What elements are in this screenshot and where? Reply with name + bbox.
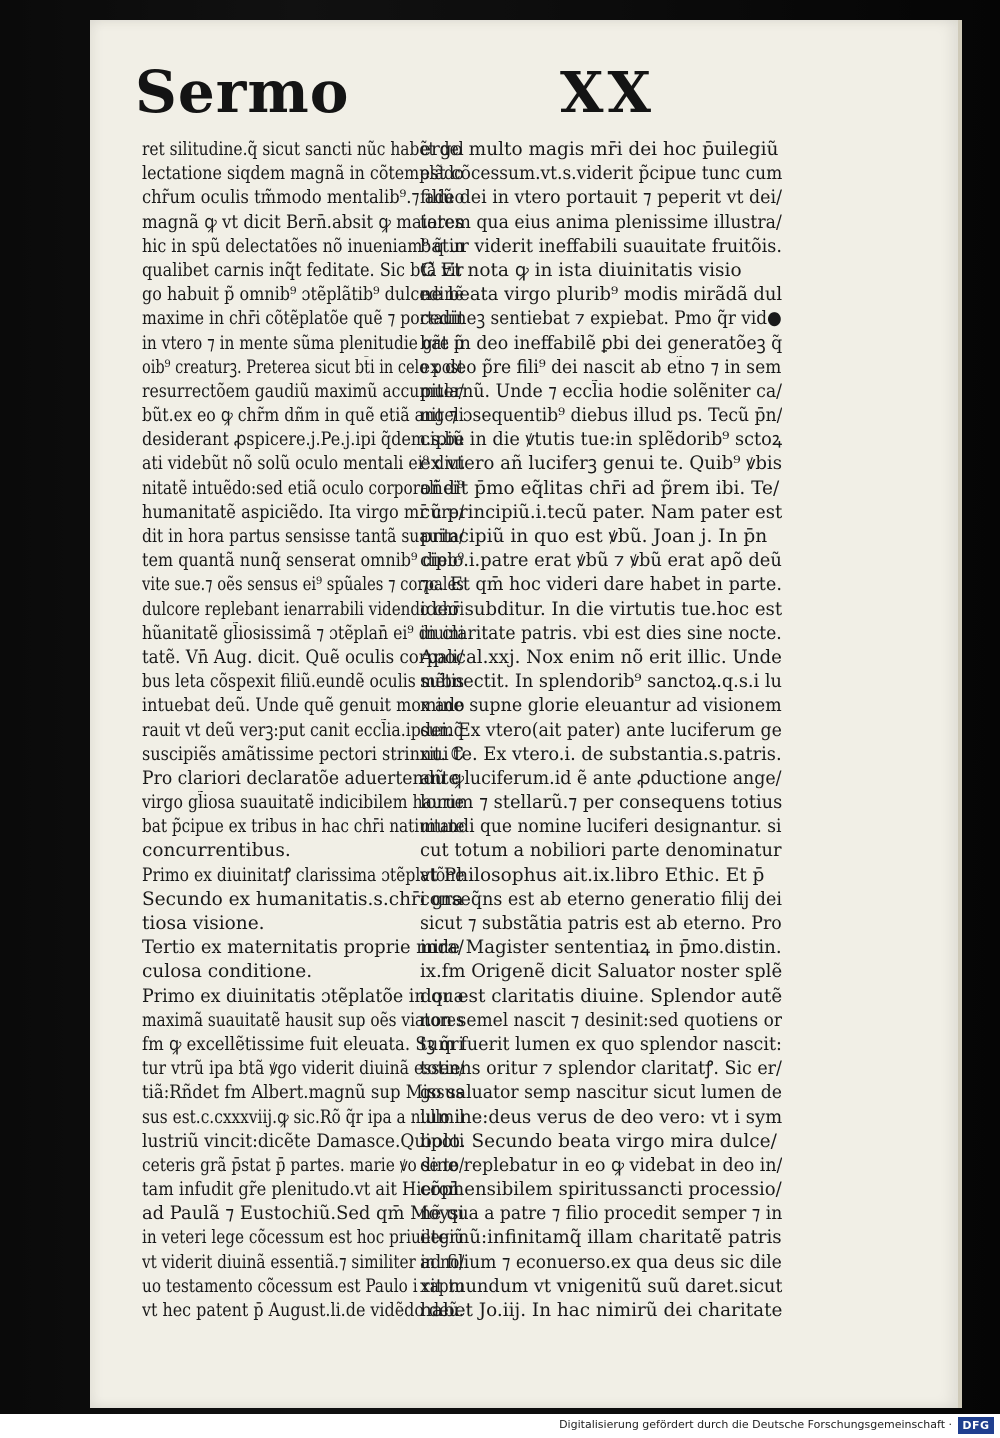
text-line: Primo ex diuinitatꝭ clarissima ɔtẽplatõne [142, 864, 465, 886]
text-line: vite sue.⁊ oẽs sensus ei⁹ spũales ⁊ corpales [142, 574, 464, 596]
text-line: fm ꝙ excellẽtissime fuit eleuata. Sꝫ q̃ri [142, 1033, 464, 1055]
text-line: in vtero ⁊ in mente sũma plenitudie gr̃e p̃ [142, 332, 464, 354]
text-line: vt hec patent p̄ August.li.de vidẽdo deũ. [142, 1300, 464, 1321]
text-line: ex vtero añ luciferꝫ genui te. Quib⁹ ꝟbis [420, 453, 782, 475]
text-line: mine supne glorie eleuantur ad visionem [420, 695, 782, 717]
footer-bar [0, 1414, 1000, 1438]
running-head-number: XX [560, 60, 655, 126]
text-line: culosa conditione. [142, 961, 313, 983]
text-line: vt viderit diuinã essentiã.⁊ similiter in no/ [142, 1251, 465, 1273]
text-line: piternũ. Unde ⁊ eccl̃ia hodie solẽniter ca/ [420, 380, 783, 402]
text-line: chr̃um oculis tm̃modo mentalib⁹.⁊ adeo [142, 187, 464, 209]
text-line: in veteri lege cõcessum est hoc priuilegiũ [142, 1227, 465, 1249]
text-line: totiens oritur ⁊ splendor claritatꝭ. Sic er/ [420, 1058, 782, 1080]
text-line: Primo ex diuinitatis ɔtẽplatõe in qua [142, 985, 464, 1007]
text-line: cipiũ in die ꝟtutis tue:in splẽdorib⁹ sctoꝝ [420, 429, 783, 451]
text-line: go habuit p̃ omnib⁹ ɔtẽplãtib⁹ dulcedinẽ [142, 284, 464, 306]
text-line: Secundo ex humanitatis.s.chr̄i gra [142, 888, 464, 910]
text-line: cũ principiũ.i.tecũ pater. Nam pater est [420, 501, 783, 523]
text-line: bũt.ex eo ꝙ chr̃m dñm in quẽ etiã angeli [142, 405, 464, 427]
text-line: bolo. Secundo beata virgo mira dulce/ [420, 1130, 777, 1152]
text-line: tiosa visione. [142, 913, 265, 934]
text-line: dor est claritatis diuine. Splendor autẽ [420, 985, 782, 1007]
text-line: bat in deo ineffabilẽ ꝑbi dei generatõeꝫ q̃ [420, 332, 782, 354]
text-line: non semel nascit ⁊ desinit:sed quotiens or [420, 1009, 782, 1031]
text-line: bus leta cõspexit filiũ.eundẽ oculis mẽtis [142, 671, 464, 693]
text-line: xit mundum vt vnigenitũ suũ daret.sicut [420, 1275, 783, 1297]
text-line: vt Philosophus ait.ix.libro Ethic. Et p̄ [420, 864, 765, 886]
text-line: ⁊c. Et qm̄ hoc videri dare habet in parte. [420, 574, 782, 596]
text-line: lumine:deus verus de deo vero: vt i sym [420, 1106, 783, 1128]
text-line: cut totum a nobiliori parte denominatur [420, 840, 782, 862]
text-line: dit in hora partus sensisse tantã suauita/ [142, 526, 465, 547]
text-line: sicut ⁊ substãtia patris est ab eterno. Pro [420, 913, 782, 934]
text-line: est cõcessum.vt.s.viderit p̃cipue tunc cum [420, 163, 782, 185]
text-line: tem quantã nunq̃ senserat omnib⁹ dieb⁹ [142, 550, 465, 572]
text-line: inde Magister sententiaꝝ in p̄mo.distin. [420, 937, 782, 959]
text-line: dei. Ex vtero(ait pater) ante luciferum ge [420, 719, 782, 741]
text-line: bat p̃cipue ex tribus in hac chr̄i natiuitate [142, 816, 465, 838]
text-line: ret silitudine.q̃ sicut sancti nũc habẽt del [142, 139, 464, 160]
text-line: tur vtrũ ipa btã ꝟgo viderit diuinã essen/ [142, 1058, 465, 1080]
text-line: cõphensibilem spiritussancti processio/ [420, 1179, 782, 1201]
text-line: tatem qua eius anima plenissime illustra/ [420, 211, 782, 233]
text-line: humanitatẽ aspiciẽdo. Ita virgo mr̄ cre/ [142, 501, 464, 523]
text-line: suscipiẽs amãtissime pectori strinxit. ℂ [142, 743, 464, 765]
text-line: ex deo p̃re fili⁹ dei nascit ab et̃no ⁊ in sem [420, 356, 782, 378]
text-line: resurrectõem gaudiũ maximũ accumula/ [142, 380, 464, 402]
text-line: go saluator semp nascitur sicut lumen de [420, 1082, 782, 1104]
text-line: habet Jo.iij. In hac nimirũ dei charitate [420, 1300, 783, 1321]
text-line: nitatẽ intuẽdo:sed etiã oculo corporali ei⁹ [142, 477, 464, 499]
text-line: filiũ dei in vtero portauit ⁊ peperit vt dei/ [420, 187, 782, 209]
text-line: ad Paulã ⁊ Eustochiũ.Sed qm̄ Moysi [142, 1203, 465, 1225]
text-line: tiã:Rñdet fm Albert.magnũ sup Missus [142, 1082, 464, 1104]
text-line: rauit vt deũ verꝫ:put canit eccl̃ia.ipsumq̃ [142, 719, 464, 741]
text-line: maximã suauitatẽ hausit sup oẽs viatores [142, 1009, 464, 1031]
text-line: tam infudit gr̃e plenitudo.vt ait Hieron̄. [142, 1179, 465, 1201]
text-line: hũanitatẽ gl̃iosissimã ⁊ ɔtẽplan̄ ei⁹ diuini [142, 622, 465, 644]
text-line: ℂ Et nota ꝙ in ista diuinitatis visio [420, 259, 742, 281]
text-line: lustriũ vincit:dicẽte Damasce.Quipoti [142, 1130, 465, 1152]
text-line: nẽ qua a patre ⁊ filio procedit semper ⁊ in [420, 1203, 783, 1225]
text-line: subnectit. In splendorib⁹ sanctoꝝ.q.s.i lu [420, 671, 782, 693]
text-line: Apocal.xxj. Nox enim nõ erit illic. Unde [420, 646, 782, 668]
text-line: uo testamento cõcessum est Paulo i raptu [142, 1275, 465, 1297]
text-line: lorum ⁊ stellarũ.⁊ per consequens totius [420, 792, 782, 814]
text-line: maxime in chr̄i cõtẽplatõe quẽ ⁊ portauit [142, 308, 464, 330]
text-line: desiderant ꝓspicere.j.Pe.j.ipi q̃dem.s.be [142, 429, 465, 451]
page-edge [958, 20, 962, 1408]
text-line: sus est.c.cxxxviij.ꝙ sic.Rõ q̃r ipa a nullo il [142, 1106, 464, 1128]
text-line: ceteris grã p̄stat p̄ partes. marie ꝟo se to/ [142, 1154, 464, 1176]
text-line: dine replebatur in eo ꝙ videbat in deo in/ [420, 1154, 783, 1176]
text-line: tatẽ. Vn̄ Aug. dicit. Quẽ oculis corpali/ [142, 646, 464, 668]
text-line: dulcore replebant ienarrabili videndo chr̄i [142, 598, 464, 620]
text-line: ad filium ⁊ econuerso.ex qua deus sic dile [420, 1251, 782, 1273]
left-text-column [142, 138, 464, 1323]
text-line: oñdit p̄mo eq̃litas chr̄i ad p̃rem ibi. Te/ [420, 477, 780, 499]
text-line: cipio.i.patre erat ꝟbũ ⁊ ꝟbũ erat apõ deũ [420, 550, 782, 572]
text-line: tum fuerit lumen ex quo splendor nascit: [420, 1033, 782, 1055]
text-line: conseq̃ns est ab eterno generatio filij dei [420, 888, 782, 910]
text-line: cedineꝫ sentiebat ⁊ expiebat. Pmo q̃r vid● [420, 308, 782, 330]
text-line: Tertio ex maternitatis proprie mira/ [142, 937, 464, 959]
text-line: in claritate patris. vbi est dies sine nocte. [420, 622, 782, 644]
text-line: ati videbũt nõ solũ oculo mentali ei⁹ diui [142, 453, 465, 475]
text-line: concurrentibus. [142, 840, 291, 862]
book-page [90, 20, 960, 1408]
funding-credit: Digitalisierung gefördert durch die Deutsche Forschungsgemeinschaft · [559, 1418, 952, 1431]
running-head-title: Sermo [135, 58, 350, 126]
text-line: eternũ:infinitamq̃ illam charitatẽ patris [420, 1227, 782, 1249]
dfg-logo: DFG [958, 1417, 994, 1434]
text-line: mundi que nomine luciferi designantur. si [420, 816, 782, 838]
text-line: nui te. Ex vtero.i. de substantia.s.patris. [420, 743, 782, 765]
text-line: ix.fm Origenẽ dicit Saluator noster splẽ [420, 961, 783, 983]
text-line: ne beata virgo plurib⁹ modis mirãdã dul [420, 284, 783, 306]
text-line: principiũ in quo est ꝟbũ. Joan j. In p̄n [420, 526, 768, 547]
right-text-column [420, 138, 782, 1323]
text-line: hic in spũ delectatões nõ inueniam⁹ q̃ in [142, 235, 465, 257]
text-line: ante luciferum.id ẽ ante ꝓductione ange/ [420, 767, 782, 789]
text-line: ideo subditur. In die virtutis tue.hoc est [420, 598, 783, 620]
text-line: lectatione siqdem magnã in cõtemplãdo [142, 163, 464, 185]
text-line: batur viderit ineffabili suauitate fruitõis. [420, 235, 782, 257]
text-line: qualibet carnis inq̃t feditate. Sic btã vir [142, 259, 464, 281]
text-line: oib⁹ creaturꝫ. Preterea sicut bt̄i in celo post [142, 356, 464, 378]
text-line: intuebat deũ. Unde quẽ genuit mox ado [142, 695, 465, 717]
text-line: magnã ꝙ vt dicit Bern̄.absit ꝙ maiores [142, 211, 464, 233]
text-line: Pro clariori declaratõe aduertendũ ꝙ [142, 767, 465, 789]
text-line: nit ⁊ ɔsequentib⁹ diebus illud ps. Tecũ p̄n/ [420, 405, 782, 427]
text-line: ergo multo magis mr̄i dei hoc p̄uilegiũ [420, 139, 779, 160]
text-line: virgo gl̃iosa suauitatẽ indicibilem haurie [142, 792, 464, 814]
